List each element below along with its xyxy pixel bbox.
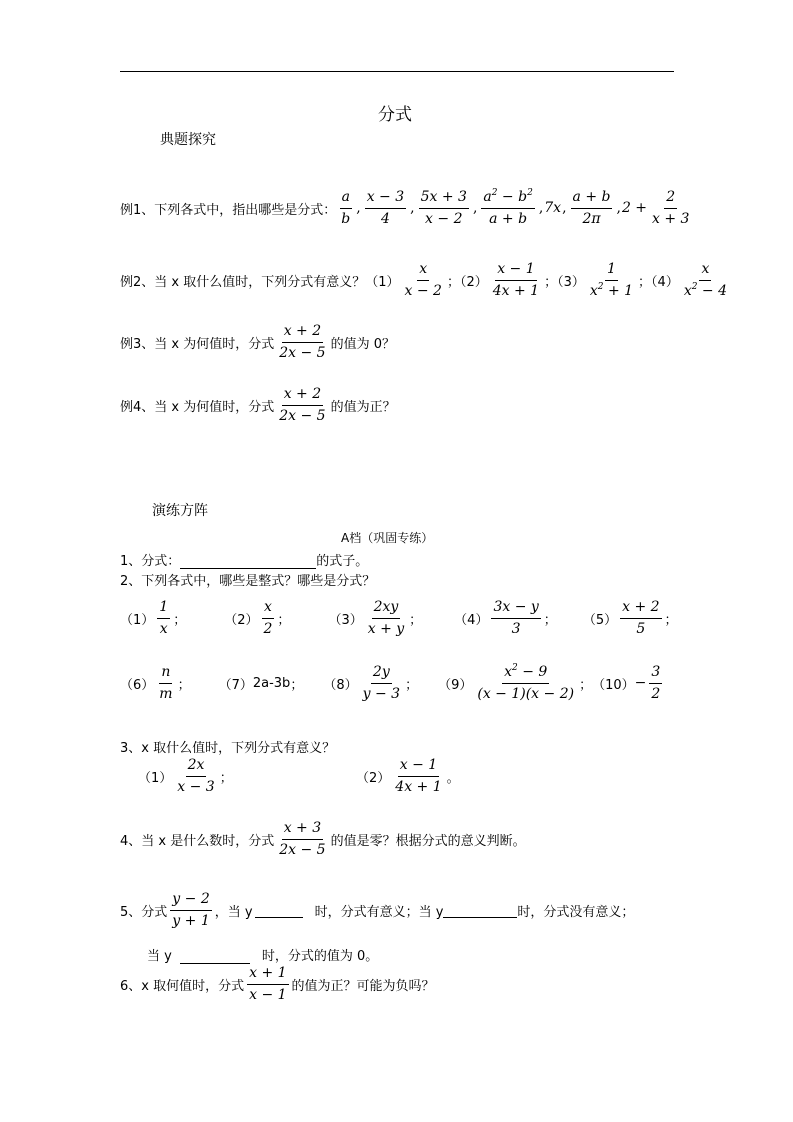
fraction: $\frac{2xy}{x + y}$ xyxy=(367,598,405,637)
example-4-suffix: 的值为正？ xyxy=(330,399,396,415)
item-end: ； xyxy=(543,612,557,628)
question-2-row-1 xyxy=(120,596,678,640)
fraction: $\frac{2}{x + 3}$ xyxy=(652,188,690,227)
question-3-item-1 xyxy=(138,754,233,798)
item-end: ； xyxy=(290,677,304,693)
item-tag: ；（3） xyxy=(544,274,585,290)
question-5-text: 时，分式的值为 0。 xyxy=(261,949,379,964)
fraction: $\frac{n}{m}$ xyxy=(159,663,173,702)
item-tag: （2） xyxy=(224,612,259,628)
fraction: $\frac{2y}{y - 3}$ xyxy=(362,663,401,702)
example-3-suffix: 的值为 0？ xyxy=(330,336,395,352)
answer-blank[interactable] xyxy=(443,903,517,918)
fraction: $\frac{3x - y}{3}$ xyxy=(493,598,539,637)
item-tag: （10） xyxy=(592,677,635,693)
fraction: $\frac{a^2 - b^2}{a + b}$ xyxy=(483,187,533,227)
expression: 7x xyxy=(544,200,562,216)
item-end: 。 xyxy=(446,770,460,786)
question-6 xyxy=(120,962,435,1006)
example-4-label: 例4、当 x 为何值时，分式 xyxy=(120,399,275,415)
example-2-label: 例2、当 x 取什么值时，下列分式有意义？ xyxy=(120,274,366,290)
fraction: $\frac{x - 1}{4x + 1}$ xyxy=(395,756,442,795)
question-4-suffix: 的值是零？根据分式的意义判断。 xyxy=(330,833,526,849)
item-end: ； xyxy=(579,677,593,693)
item-end: ； xyxy=(664,612,678,628)
question-6-suffix: 的值为正？可能为负吗？ xyxy=(291,978,435,994)
minus-sign: − xyxy=(634,675,647,691)
fraction: $\frac{x^2 - 9}{(x - 1)(x - 2)}$ xyxy=(477,662,575,702)
item-tag: （1） xyxy=(365,274,400,290)
question-6-label: 6、x 取何值时，分式 xyxy=(120,978,245,994)
question-5 xyxy=(120,888,634,932)
question-4-label: 4、当 x 是什么数时，分式 xyxy=(120,833,275,849)
item-tag: （7） xyxy=(218,677,253,693)
fraction: $\frac{a + b}{2\pi}$ xyxy=(572,188,611,227)
question-5-label: 5、分式 xyxy=(120,904,168,920)
fraction: $\frac{y - 2}{y + 1}$ xyxy=(172,890,210,929)
level-a-heading: A档（巩固专练） xyxy=(341,531,434,545)
fraction: $\frac{x}{x - 2}$ xyxy=(404,260,442,299)
fraction: $\frac{x}{x^2 - 4}$ xyxy=(683,260,728,299)
question-1-prefix: 1、分式： xyxy=(120,554,181,569)
page-title: 分式 xyxy=(378,105,412,125)
fraction: $\frac{x + 2}{2x - 5}$ xyxy=(279,322,326,361)
item-end: ； xyxy=(277,612,291,628)
item-tag: （9） xyxy=(438,677,473,693)
fraction: $\frac{a}{b}$ xyxy=(341,188,351,227)
fraction: $\frac{1}{x^2 + 1}$ xyxy=(589,260,634,299)
fraction: $\frac{x - 1}{4x + 1}$ xyxy=(492,260,540,299)
question-3-item-2 xyxy=(356,754,460,798)
answer-blank[interactable] xyxy=(255,903,303,918)
item-tag: （1） xyxy=(138,770,173,786)
question-5-text: 时，分式有意义；当 y xyxy=(314,904,444,920)
item-end: ； xyxy=(405,677,419,693)
question-5-text: ，当 y xyxy=(214,904,253,920)
item-tag: （2） xyxy=(356,770,391,786)
example-4 xyxy=(120,383,396,427)
item-tag: ；（4） xyxy=(638,274,679,290)
section-heading-examples: 典题探究 xyxy=(160,132,216,148)
item-end: ； xyxy=(409,612,423,628)
question-5-text: 时，分式没有意义； xyxy=(517,904,635,920)
example-2 xyxy=(120,258,732,302)
header-rule xyxy=(120,71,674,72)
fraction: $\frac{3}{2}$ xyxy=(651,663,661,702)
expression: 2a-3b xyxy=(252,675,291,691)
section-heading-practice: 演练方阵 xyxy=(152,503,208,519)
example-1: 例1、下列各式中，指出哪些是分式： $\frac{a}{b}$ , $\frac{x - 3}{4}$ , $\frac{5x + 3}{x - 2}$ , $\frac{a^2 - b^2}{a + b}$ , 7x , $\frac{a + b}{2\pi}$ , 2 + $\frac{2}{x + 3}$ xyxy=(120,187,690,227)
item-tag: （6） xyxy=(120,677,155,693)
answer-blank[interactable] xyxy=(180,554,316,569)
item-tag: （1） xyxy=(120,612,155,628)
fraction: $\frac{x + 2}{5}$ xyxy=(622,598,660,637)
fraction: $\frac{x + 3}{2x - 5}$ xyxy=(279,819,326,858)
fraction: $\frac{x - 3}{4}$ xyxy=(366,188,405,227)
item-tag: （3） xyxy=(328,612,363,628)
item-end: ； xyxy=(173,612,187,628)
fraction: $\frac{2x}{x - 3}$ xyxy=(177,756,215,795)
question-2-label: 2、下列各式中，哪些是整式？哪些是分式？ xyxy=(120,574,376,589)
example-3 xyxy=(120,320,395,364)
item-tag: （5） xyxy=(582,612,618,628)
fraction: $\frac{x}{2}$ xyxy=(263,598,273,637)
question-2-row-2 xyxy=(120,661,665,705)
fraction: $\frac{5x + 3}{x - 2}$ xyxy=(420,188,467,227)
example-3-label: 例3、当 x 为何值时，分式 xyxy=(120,336,275,352)
item-end: ； xyxy=(219,770,233,786)
fraction: $\frac{x + 2}{2x - 5}$ xyxy=(279,385,326,424)
question-3-label: 3、x 取什么值时，下列分式有意义？ xyxy=(120,741,336,756)
question-1 xyxy=(120,550,368,569)
fraction: $\frac{x + 1}{x - 1}$ xyxy=(249,964,287,1003)
item-tag: ；（2） xyxy=(446,274,488,290)
item-tag: （4） xyxy=(454,612,489,628)
item-tag: （8） xyxy=(323,677,358,693)
item-end: ； xyxy=(177,677,191,693)
question-4 xyxy=(120,817,526,861)
fraction: $\frac{1}{x}$ xyxy=(159,598,169,637)
question-1-suffix: 的式子。 xyxy=(316,554,369,569)
question-5-text: 当 y xyxy=(147,949,172,964)
example-1-label: 例1、下列各式中，指出哪些是分式： xyxy=(120,202,337,218)
expression: 2 + xyxy=(621,200,648,216)
